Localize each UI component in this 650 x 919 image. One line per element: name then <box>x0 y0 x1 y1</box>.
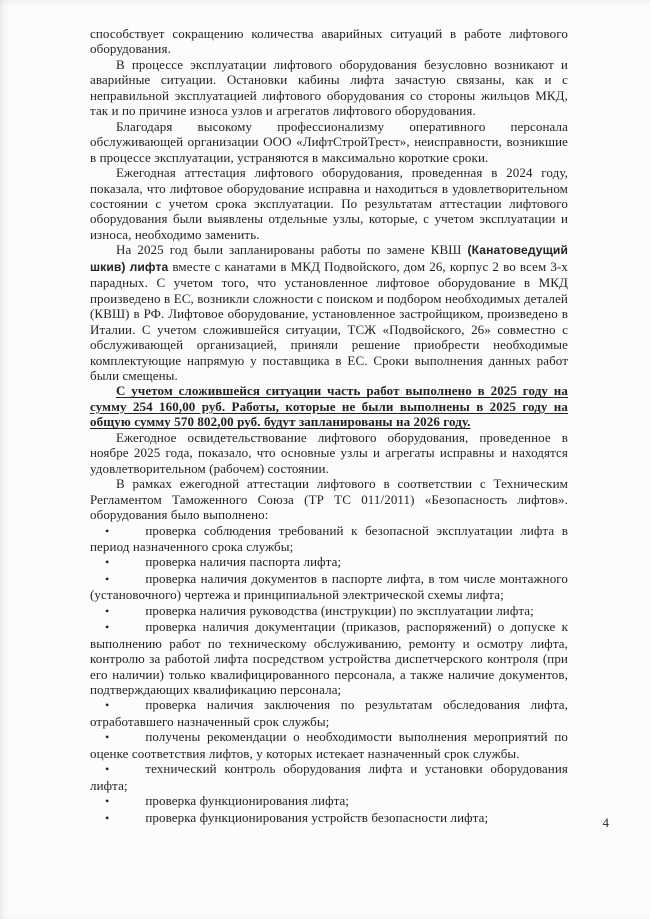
bullet-marker-icon: • <box>105 810 110 825</box>
text-run: С учетом сложившейся ситуации часть работ выполнено в 2025 году на сумму 254 160,00 руб. Работы, которые не были выполнены в 2025 году на общую сумму 570 802,00 руб. будут запланированы на 2026 году. <box>90 383 568 430</box>
paragraph <box>90 119 568 165</box>
text-run: Ежегодная аттестация лифтового оборудования, проведенная в 2024 году, показала, что лифтовое оборудование исправна и находиться в удовлетворительном состоянии с учетом срока эксплуатации. По результатам аттестации лифтового оборудования были выявлены отдельные узлы, которые, с учетом эксплуатации и износа, необходимо заменить. <box>90 165 568 242</box>
paragraph <box>90 165 568 242</box>
paragraph <box>90 383 568 429</box>
text-run: В процессе эксплуатации лифтового оборудования безусловно возникают и аварийные ситуации. Остановки кабины лифта зачастую связаны, как и с неправильной эксплуатацией лифтового оборудования со стороны жильцов МКД, так и по причине износа узлов и агрегатов лифтового оборудования. <box>90 56 568 119</box>
text-run: вместе с канатами в МКД Подвойского, дом 26, корпус 2 во всем 3-х парадных. С учетом того, что установленное лифтовое оборудование в МКД произведено в ЕС, возникли сложности с поиском и подбором необходимых деталей (КВШ) в РФ. Лифтовое оборудование, установленное застройщиком, произведено в Италии. С учетом сложившейся ситуации, ТСЖ «Подвойского, 26» совместно с обслуживающей организацией, приняли решение приобрести необходимые комплектующие напрямую у поставщика в ЕС. Сроки выполнения данных работ были смещены. <box>90 258 568 383</box>
bullet-marker-icon: • <box>105 762 110 777</box>
bullet-marker-icon: • <box>105 620 110 635</box>
text-run: проверка наличия документации (приказов, распоряжений) о допуске к выполнению работ по техническому обслуживанию, ремонту и осмотру лифта, контролю за работой лифта посредством устройства диспетчерского контроля (при его наличии) только квалифицированного персонала, а также наличие документов, подтверждающих квалификацию персонала; <box>90 619 568 698</box>
text-run: Ежегодное освидетельствование лифтового оборудования, проведенное в ноябре 2025 года, показало, что основные узлы и агрегаты исправны и находятся удовлетворительном (рабочем) состоянии. <box>90 429 568 476</box>
text-run: проверка функционирования устройств безопасности лифта; <box>145 809 489 825</box>
text-run-sans-bold: лифта <box>129 259 169 274</box>
text-run: Благодаря высокому профессионализму оперативного персонала обслуживающей организации ООО «ЛифтСтройТрест», неисправности, возникшие в процессе эксплуатации, устраняются в максимально короткие сроки. <box>90 118 568 165</box>
bullet-marker-icon: • <box>105 603 110 618</box>
bullet-item <box>90 571 568 603</box>
bullet-item <box>90 619 568 697</box>
text-run: проверка наличия документов в паспорте лифта, в том числе монтажного (установочного) чертежа и принципиальной электрической схемы лифта; <box>90 570 568 603</box>
bullet-item <box>90 523 568 555</box>
text-run-sans-bold: (Канатоведущий шкив) <box>90 243 568 274</box>
text-run: На 2025 год были запланированы работы по замене КВШ <box>116 242 468 258</box>
text-run: В рамках ежегодной аттестации лифтового в соответствии с Техническим Регламентом Таможенного Союза (ТР ТС 011/2011) «Безопасность лифтов». оборудования было выполнено: <box>90 476 568 523</box>
bullet-marker-icon: • <box>105 730 110 745</box>
text-run: получены рекомендации о необходимости выполнения мероприятий по оценке соответствия лифтов, у которых истекает назначенный срок службы. <box>90 729 568 761</box>
bullet-marker-icon: • <box>105 555 110 570</box>
bullet-marker-icon: • <box>105 523 110 538</box>
bullet-item <box>90 793 568 809</box>
bullet-item <box>90 554 568 570</box>
bullet-item <box>90 761 568 793</box>
bullet-item <box>90 810 568 826</box>
text-run: проверка соблюдения требований к безопасной эксплуатации лифта в период назначенного срока службы; <box>90 522 568 554</box>
paragraph <box>90 476 568 522</box>
page-number: 4 <box>602 815 609 830</box>
text-run: технический контроль оборудования лифта и установки оборудования лифта; <box>90 761 568 793</box>
bullet-item <box>90 697 568 729</box>
bullet-marker-icon: • <box>105 794 110 809</box>
bullet-item <box>90 603 568 619</box>
text-run: проверка функционирования лифта; <box>145 793 350 809</box>
paragraph <box>90 242 568 383</box>
text-run: проверка наличия руководства (инструкции) по эксплуатации лифта; <box>145 602 534 618</box>
text-run: проверка наличия паспорта лифта; <box>145 554 342 570</box>
paragraph <box>90 26 568 57</box>
paragraph <box>90 57 568 119</box>
paragraph <box>90 430 568 476</box>
text-run: способствует сокращению количества аварийных ситуаций в работе лифтового оборудования. <box>90 26 568 57</box>
bullet-item <box>90 729 568 761</box>
text-run: проверка наличия заключения по результатам обследования лифта, отработавшего назначенный срок службы; <box>90 697 568 729</box>
bullet-marker-icon: • <box>105 571 110 586</box>
document-body <box>90 26 568 826</box>
bullet-marker-icon: • <box>105 698 110 713</box>
